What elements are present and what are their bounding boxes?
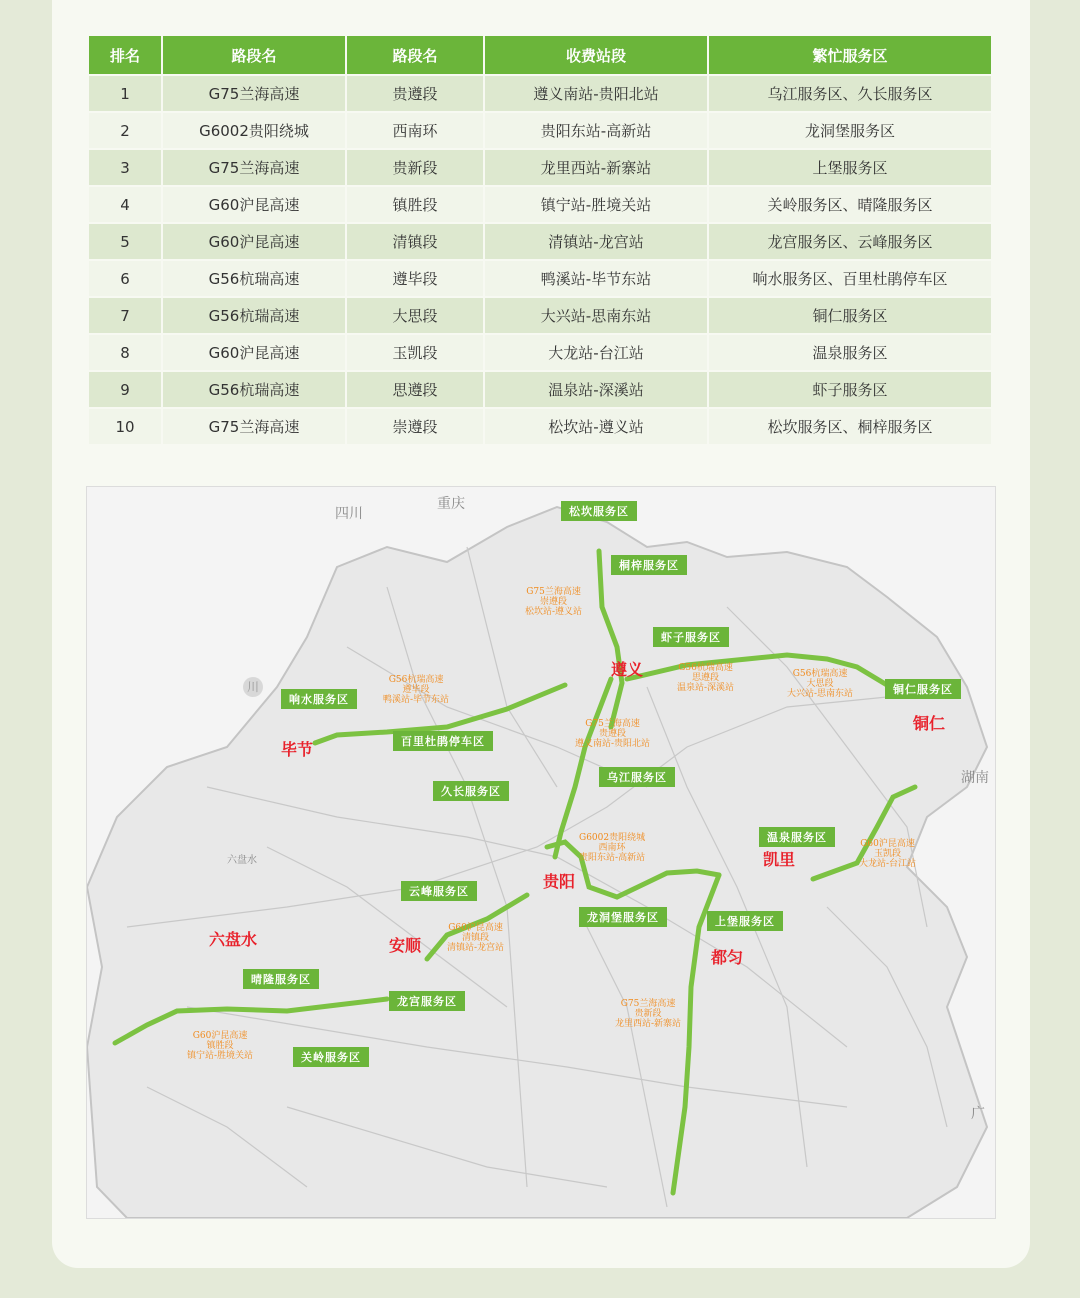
service-area-tongzi: 桐梓服务区: [611, 555, 687, 575]
road-name-cell: G56杭瑞高速: [163, 261, 345, 296]
busy-sections-table: [87, 34, 993, 446]
table-row: [89, 187, 991, 222]
service-area-guanling: 关岭服务区: [293, 1047, 369, 1067]
rank-cell: 3: [89, 150, 161, 185]
rank-cell: 7: [89, 298, 161, 333]
table-row: [89, 150, 991, 185]
route-note-g75-guixin: G75兰海高速 贵新段 龙里西站-新寨站: [615, 999, 682, 1029]
table-row: [89, 224, 991, 259]
route-note-g75-guizun: G75兰海高速 贵遵段 遵义南站-贵阳北站: [575, 719, 651, 749]
section-name-cell: 清镇段: [347, 224, 483, 259]
section-name-cell: 遵毕段: [347, 261, 483, 296]
city-anshun: 安顺: [389, 936, 422, 955]
city-guiyang: 贵阳: [543, 872, 576, 891]
column-header-road: 路段名: [163, 36, 345, 74]
toll-station-cell: 松坎站-遵义站: [485, 409, 707, 444]
service-area-cell: 铜仁服务区: [709, 298, 991, 333]
route-note-g60-qingzhen: G60沪昆高速 清镇段 清镇站-龙宫站: [447, 923, 505, 953]
route-note-g6002: G6002贵阳绕城 西南环 贵阳东站-高新站: [579, 833, 646, 863]
section-name-cell: 大思段: [347, 298, 483, 333]
city-bijie: 毕节: [281, 740, 314, 759]
table-row: [89, 76, 991, 111]
service-area-cell: 松坎服务区、桐梓服务区: [709, 409, 991, 444]
toll-station-cell: 鸭溪站-毕节东站: [485, 261, 707, 296]
service-area-yunfeng: 云峰服务区: [401, 881, 477, 901]
highway-map: [86, 486, 996, 1219]
table-row: [89, 335, 991, 370]
section-name-cell: 思遵段: [347, 372, 483, 407]
table-row: [89, 298, 991, 333]
service-area-cell: 响水服务区、百里杜鹃停车区: [709, 261, 991, 296]
service-area-songkan: 松坎服务区: [561, 501, 637, 521]
section-name-cell: 玉凯段: [347, 335, 483, 370]
toll-station-cell: 贵阳东站-高新站: [485, 113, 707, 148]
service-area-cell: 关岭服务区、晴隆服务区: [709, 187, 991, 222]
service-area-longgong: 龙宫服务区: [389, 991, 465, 1011]
service-area-cell: 上堡服务区: [709, 150, 991, 185]
region-label-guang: 广: [971, 1106, 985, 1122]
rank-cell: 2: [89, 113, 161, 148]
route-note-g75-chongzun: G75兰海高速 崇遵段 松坎站-遵义站: [525, 587, 583, 617]
rank-cell: 1: [89, 76, 161, 111]
service-area-cell: 乌江服务区、久长服务区: [709, 76, 991, 111]
road-name-cell: G75兰海高速: [163, 150, 345, 185]
service-area-cell: 龙宫服务区、云峰服务区: [709, 224, 991, 259]
table-row: [89, 409, 991, 444]
city-zunyi: 遵义: [611, 660, 644, 679]
rank-cell: 5: [89, 224, 161, 259]
section-name-cell: 贵遵段: [347, 76, 483, 111]
rank-cell: 8: [89, 335, 161, 370]
service-area-wenquan: 温泉服务区: [759, 827, 835, 847]
region-label-sichuan: 四川: [335, 506, 363, 522]
service-area-qinglong: 晴隆服务区: [243, 969, 319, 989]
road-name-cell: G56杭瑞高速: [163, 298, 345, 333]
service-area-longdongbao: 龙洞堡服务区: [579, 907, 667, 927]
region-label-chuan: 川: [243, 677, 263, 697]
column-header-service-areas: 繁忙服务区: [709, 36, 991, 74]
toll-station-cell: 镇宁站-胜境关站: [485, 187, 707, 222]
service-area-cell: 龙洞堡服务区: [709, 113, 991, 148]
toll-station-cell: 大兴站-思南东站: [485, 298, 707, 333]
service-area-tongren: 铜仁服务区: [885, 679, 961, 699]
column-header-rank: 排名: [89, 36, 161, 74]
service-area-xiangshui: 响水服务区: [281, 689, 357, 709]
rank-cell: 9: [89, 372, 161, 407]
road-name-cell: G75兰海高速: [163, 76, 345, 111]
route-note-g56-zunbi: G56杭瑞高速 遵毕段 鸭溪站-毕节东站: [383, 675, 450, 705]
city-duyun: 都匀: [711, 948, 744, 967]
table-header-row: [89, 36, 991, 74]
section-name-cell: 镇胜段: [347, 187, 483, 222]
section-name-cell: 崇遵段: [347, 409, 483, 444]
service-area-shangbao: 上堡服务区: [707, 911, 783, 931]
toll-station-cell: 遵义南站-贵阳北站: [485, 76, 707, 111]
city-liupanshui: 六盘水: [209, 930, 258, 949]
rank-cell: 6: [89, 261, 161, 296]
toll-station-cell: 龙里西站-新寨站: [485, 150, 707, 185]
toll-station-cell: 大龙站-台江站: [485, 335, 707, 370]
rank-cell: 4: [89, 187, 161, 222]
toll-station-cell: 温泉站-深溪站: [485, 372, 707, 407]
road-name-cell: G56杭瑞高速: [163, 372, 345, 407]
rank-cell: 10: [89, 409, 161, 444]
route-note-g60-zhensheng: G60沪昆高速 镇胜段 镇宁站-胜境关站: [187, 1031, 254, 1061]
region-label-liupanshui-small: 六盘水: [227, 855, 257, 866]
column-header-section: 路段名: [347, 36, 483, 74]
service-area-wujiang: 乌江服务区: [599, 767, 675, 787]
route-note-g56-sizun: G56杭瑞高速 思遵段 温泉站-深溪站: [677, 663, 735, 693]
route-note-g56-dasi: G56杭瑞高速 大思段 大兴站-思南东站: [787, 669, 854, 699]
toll-station-cell: 清镇站-龙宫站: [485, 224, 707, 259]
road-name-cell: G60沪昆高速: [163, 224, 345, 259]
service-area-cell: 温泉服务区: [709, 335, 991, 370]
region-label-hunan: 湖南: [961, 770, 989, 786]
region-label-chongqing: 重庆: [437, 496, 465, 512]
service-area-baili: 百里杜鹃停车区: [393, 731, 493, 751]
road-name-cell: G60沪昆高速: [163, 187, 345, 222]
table-row: [89, 113, 991, 148]
column-header-toll-stations: 收费站段: [485, 36, 707, 74]
table-row: [89, 261, 991, 296]
service-area-jiuchang: 久长服务区: [433, 781, 509, 801]
road-name-cell: G75兰海高速: [163, 409, 345, 444]
city-tongren: 铜仁: [913, 714, 946, 733]
table-row: [89, 372, 991, 407]
service-area-cell: 虾子服务区: [709, 372, 991, 407]
section-name-cell: 西南环: [347, 113, 483, 148]
route-note-g60-yukai: G60沪昆高速 玉凯段 大龙站-台江站: [859, 839, 917, 869]
road-name-cell: G6002贵阳绕城: [163, 113, 345, 148]
section-name-cell: 贵新段: [347, 150, 483, 185]
city-kaili: 凯里: [763, 850, 796, 869]
road-name-cell: G60沪昆高速: [163, 335, 345, 370]
service-area-xiazi: 虾子服务区: [653, 627, 729, 647]
